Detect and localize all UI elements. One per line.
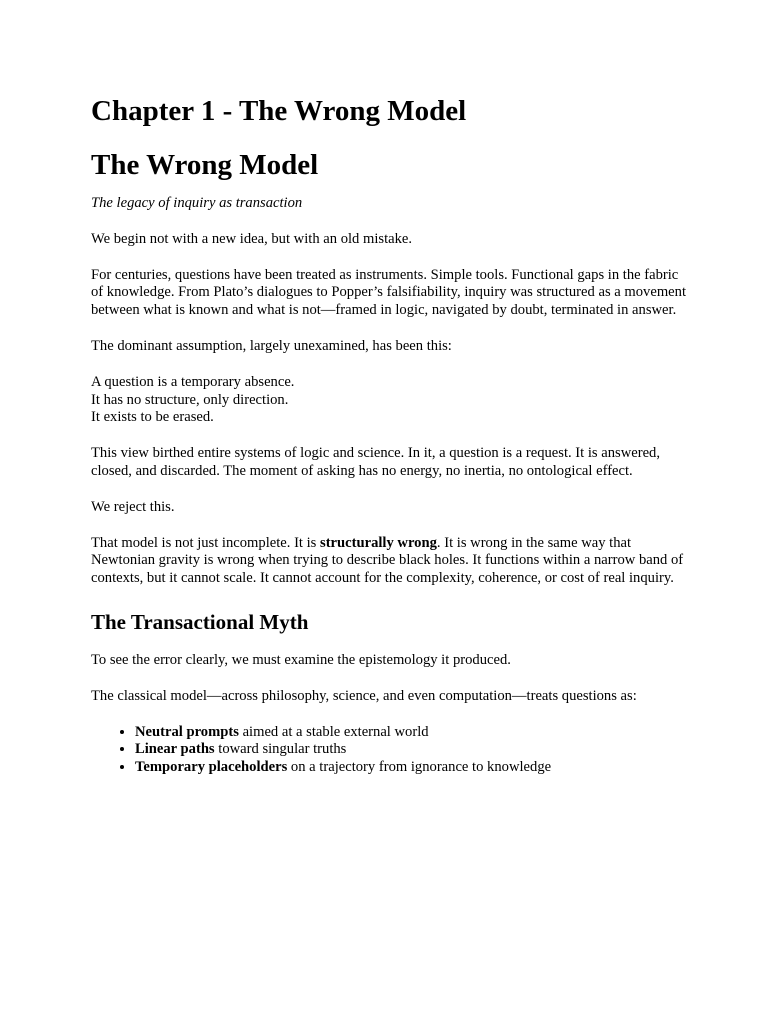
list-item <box>135 724 691 742</box>
section2-title: The Transactional Myth <box>91 609 309 634</box>
list-item-term: Linear paths <box>135 741 215 758</box>
text-run: . It is wrong in the same way that Newtonian gravity is wrong when trying to describe black holes. It functions within a narrow band of contexts, but it cannot scale. It cannot account for the complexity, coherence, or cost of real inquiry. <box>91 534 684 587</box>
assumption-lines <box>91 374 691 427</box>
chapter-title: Chapter 1 - The Wrong Model <box>91 95 467 127</box>
document-page <box>91 93 691 777</box>
paragraph-classical-model: The classical model—across philosophy, science, and even computation—treats questions as: <box>91 687 637 704</box>
paragraph-systems: This view birthed entire systems of logic and science. In it, a question is a request. It is answered, closed, and discarded. The moment of asking has no energy, no inertia, no ontological effect. <box>91 445 661 479</box>
paragraph-epistemology: To see the error clearly, we must examine the epistemology it produced. <box>91 651 511 668</box>
paragraph-assumption: The dominant assumption, largely unexamined, has been this: <box>91 337 452 354</box>
list-item-text: aimed at a stable external world <box>238 723 429 740</box>
assumption-line: It has no structure, only direction. <box>91 391 289 408</box>
text-run: That model is not just incomplete. It is <box>91 534 321 551</box>
paragraph-structurally-wrong <box>91 535 691 588</box>
list-item <box>135 759 691 777</box>
bullet-list <box>91 724 691 777</box>
assumption-line: A question is a temporary absence. <box>91 373 295 390</box>
assumption-line: It exists to be erased. <box>91 409 214 426</box>
list-item-text: toward singular truths <box>214 741 347 758</box>
list-item-term: Temporary placeholders <box>135 759 288 776</box>
list-item <box>135 741 691 759</box>
section-title: The Wrong Model <box>91 149 319 181</box>
list-item-term: Neutral prompts <box>135 723 239 740</box>
paragraph-centuries: For centuries, questions have been treated as instruments. Simple tools. Functional gaps in the fabric of knowledge. From Plato’s dialogues to Popper’s falsifiability, inquiry was structured as a movement between what is known and what is not—framed in logic, navigated by doubt, terminated in answer. <box>91 266 687 319</box>
section-subtitle: The legacy of inquiry as transaction <box>91 195 303 211</box>
paragraph-intro: We begin not with a new idea, but with an old mistake. <box>91 230 413 247</box>
emphasis-structurally-wrong: structurally wrong <box>320 534 437 551</box>
list-item-text: on a trajectory from ignorance to knowledge <box>287 759 552 776</box>
paragraph-reject: We reject this. <box>91 498 175 515</box>
